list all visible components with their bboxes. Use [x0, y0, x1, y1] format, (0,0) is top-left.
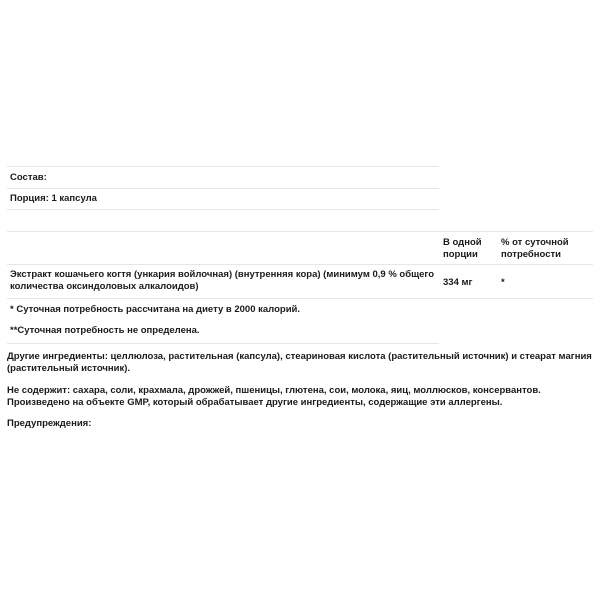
- table-divider: [7, 188, 439, 189]
- serving-size: Порция: 1 капсула: [10, 193, 97, 204]
- table-divider: [7, 298, 593, 299]
- header-dv-line2: потребности: [501, 249, 561, 260]
- table-row: [10, 269, 434, 293]
- table-divider: [7, 343, 439, 344]
- header-amount-line1: В одной: [443, 237, 482, 248]
- table-divider: [7, 231, 593, 232]
- other-ingredients: [7, 351, 592, 375]
- table-divider: [7, 209, 439, 210]
- other-ingredients-line1: Другие ингредиенты: целлюлоза, растительная (капсула), стеариновая кислота (растительный источник) и стеарат магния: [7, 351, 592, 362]
- composition-title: Состав:: [10, 172, 47, 183]
- allergen-info: [7, 385, 541, 409]
- ingredient-name-line2: количества оксиндоловых алкалоидов): [10, 281, 199, 292]
- ingredient-daily-value: *: [501, 277, 505, 288]
- header-amount-line2: порции: [443, 249, 478, 260]
- header-dv-line1: % от суточной: [501, 237, 569, 248]
- footnote-daily-value: * Суточная потребность рассчитана на диету в 2000 калорий.: [10, 304, 301, 315]
- footnote-not-established: **Суточная потребность не определена.: [10, 325, 200, 336]
- other-ingredients-line2: (растительный источник).: [7, 363, 131, 374]
- allergen-free-list: Не содержит: сахара, соли, крахмала, дрожжей, пшеницы, глютена, сои, молока, яиц, моллюсков, консервантов.: [7, 385, 541, 396]
- header-amount-per-serving: [443, 237, 482, 261]
- ingredient-name-line1: Экстракт кошачьего когтя (ункария войлочная) (внутренняя кора) (минимум 0,9 % общего: [10, 269, 435, 280]
- header-daily-value: [501, 237, 569, 261]
- ingredient-amount: 334 мг: [443, 277, 473, 288]
- gmp-facility-note: Произведено на объекте GMP, который обрабатывает другие ингредиенты, содержащие эти аллергены.: [7, 397, 503, 408]
- warnings-title: Предупреждения:: [7, 418, 92, 429]
- table-divider: [7, 264, 593, 265]
- table-divider: [7, 166, 439, 167]
